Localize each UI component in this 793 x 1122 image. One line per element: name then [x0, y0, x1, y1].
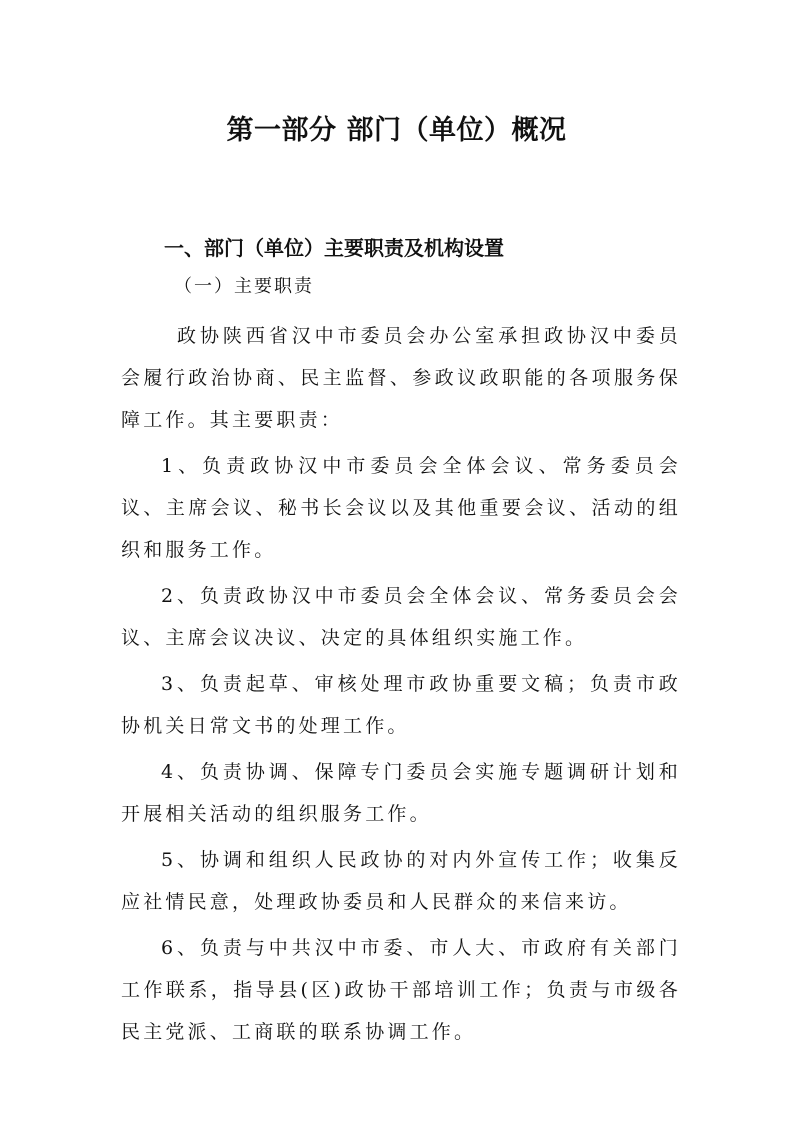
document-body: [121, 315, 681, 1057]
duty-item-2: 2、负责政协汉中市委员会全体会议、常务委员会会议、主席会议决议、决定的具体组织实施工作。: [121, 585, 681, 649]
page-title: 第一部分 部门（单位）概况: [226, 115, 567, 146]
subsection-heading: （一）主要职责: [174, 276, 314, 297]
duty-item-5: 5、协调和组织人民政协的对内外宣传工作；收集反应社情民意，处理政协委员和人民群众的来信来访。: [121, 849, 681, 913]
duty-item-6: 6、负责与中共汉中市委、市人大、市政府有关部门工作联系，指导县(区)政协干部培训工作；负责与市级各民主党派、工商联的联系协调工作。: [121, 937, 681, 1043]
section-heading: 一、部门（单位）主要职责及机构设置: [164, 236, 504, 260]
duty-item-3: 3、负责起草、审核处理市政协重要文稿；负责市政协机关日常文书的处理工作。: [121, 673, 681, 737]
intro-paragraph: 政协陕西省汉中市委员会办公室承担政协汉中委员会履行政治协商、民主监督、参政议政职能的各项服务保障工作。其主要职责：: [121, 325, 681, 431]
duty-item-4: 4、负责协调、保障专门委员会实施专题调研计划和开展相关活动的组织服务工作。: [121, 761, 681, 825]
duty-item-1: 1、负责政协汉中市委员会全体会议、常务委员会议、主席会议、秘书长会议以及其他重要会议、活动的组织和服务工作。: [121, 455, 681, 561]
